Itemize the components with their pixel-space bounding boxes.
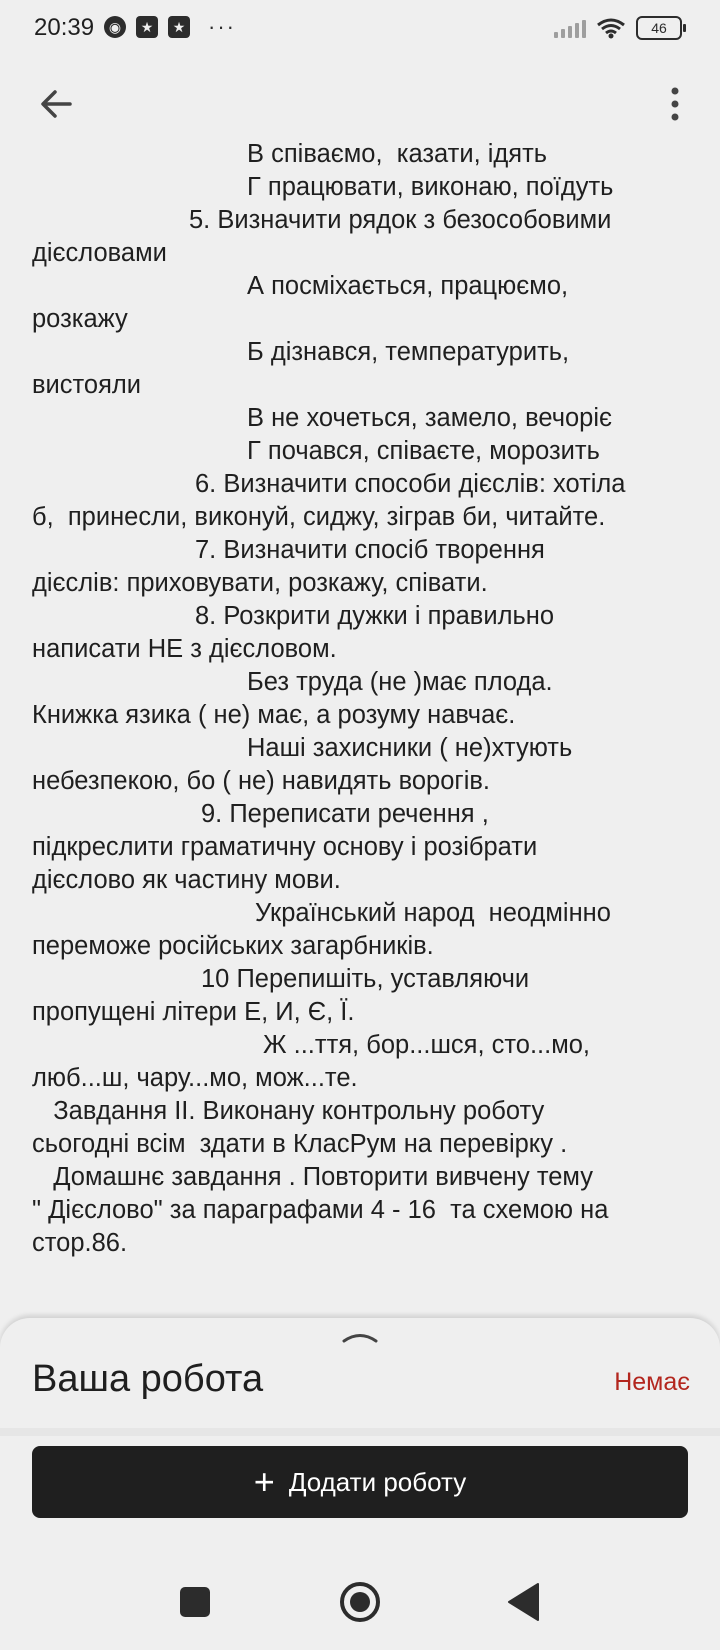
text-line: А посміхається, працюємо, — [247, 272, 569, 300]
plus-icon: + — [253, 1461, 275, 1502]
status-system-icons — [554, 16, 682, 40]
text-line: Г почався, співаєте, морозить — [247, 437, 600, 465]
recents-square-icon[interactable] — [180, 1587, 210, 1617]
text-line: б, принесли, виконуй, сиджу, зіграв би, читайте. — [32, 503, 606, 531]
text-line: сьогодні всім здати в КласРум на перевірку . — [32, 1130, 568, 1158]
text-line: стор.86. — [32, 1229, 128, 1257]
text-line: Домашнє завдання . Повторити вивчену тему — [32, 1163, 593, 1191]
status-notification-icons — [104, 16, 236, 38]
app-icon: ★ — [168, 16, 190, 38]
text-line: пропущені літери Е, И, Є, Ї. — [32, 998, 355, 1026]
your-work-sheet[interactable] — [0, 1318, 720, 1428]
text-line: 6. Визначити способи дієслів: хотіла — [195, 470, 626, 498]
text-line: дієсловами — [32, 239, 167, 267]
text-line: 8. Розкрити дужки і правильно — [195, 602, 555, 630]
add-work-button[interactable] — [32, 1446, 688, 1518]
text-line: Український народ неодмінно — [255, 899, 611, 927]
status-bar — [0, 0, 720, 56]
status-time: 20:39 — [34, 14, 95, 41]
expand-handle-icon[interactable] — [340, 1330, 380, 1344]
text-line: небезпекою, бо ( не) навидять ворогів. — [32, 767, 491, 795]
text-line: 9. Переписати речення , — [201, 800, 489, 828]
arrow-left-icon[interactable] — [36, 84, 76, 124]
text-line: Без труда (не )має плода. — [247, 668, 553, 696]
text-line: Завдання ІІ. Виконану контрольну роботу — [32, 1097, 545, 1125]
text-line: дієслово як частину мови. — [32, 866, 341, 894]
chrome-icon: ◉ — [104, 16, 126, 38]
wifi-icon — [596, 17, 626, 39]
app-icon: ★ — [136, 16, 158, 38]
text-line: розкажу — [32, 305, 128, 333]
text-line: 10 Перепишіть, уставляючи — [201, 965, 530, 993]
text-line: В співаємо, казати, ідять — [247, 140, 548, 168]
submission-status: Немає — [614, 1368, 690, 1396]
sheet-divider — [0, 1428, 720, 1436]
more-vert-icon[interactable] — [660, 84, 690, 124]
assignment-description — [0, 140, 720, 1270]
text-line: Б дізнався, температурить, — [247, 338, 570, 366]
text-line: дієслів: приховувати, розкажу, співати. — [32, 569, 488, 597]
text-line: написати НЕ з дієсловом. — [32, 635, 337, 663]
back-triangle-icon[interactable] — [506, 1582, 540, 1622]
text-line: " Дієслово" за параграфами 4 - 16 та схемою на — [32, 1196, 609, 1224]
text-line: вистояли — [32, 371, 142, 399]
text-line: 7. Визначити спосіб творення — [195, 536, 545, 564]
more-notifications-icon: ··· — [208, 14, 236, 39]
your-work-title: Ваша робота — [32, 1358, 264, 1400]
text-line: Наші захисники ( не)хтують — [247, 734, 573, 762]
battery-icon: 46 — [636, 16, 682, 40]
signal-icon — [554, 18, 586, 38]
text-line: Ж ...ття, бор...шся, сто...мо, — [263, 1031, 591, 1059]
home-circle-icon[interactable] — [338, 1580, 382, 1624]
text-line: підкреслити граматичну основу і розібрати — [32, 833, 538, 861]
text-line: 5. Визначити рядок з безособовими — [189, 206, 612, 234]
text-line: переможе російських загарбників. — [32, 932, 434, 960]
text-line: Г працювати, виконаю, поїдуть — [247, 173, 614, 201]
text-line: люб...ш, чару...мо, мож...те. — [32, 1064, 358, 1092]
text-line: Книжка язика ( не) має, а розуму навчає. — [32, 701, 516, 729]
add-work-label: Додати роботу — [288, 1466, 467, 1497]
text-line: В не хочеться, замело, вечоріє — [247, 404, 613, 432]
